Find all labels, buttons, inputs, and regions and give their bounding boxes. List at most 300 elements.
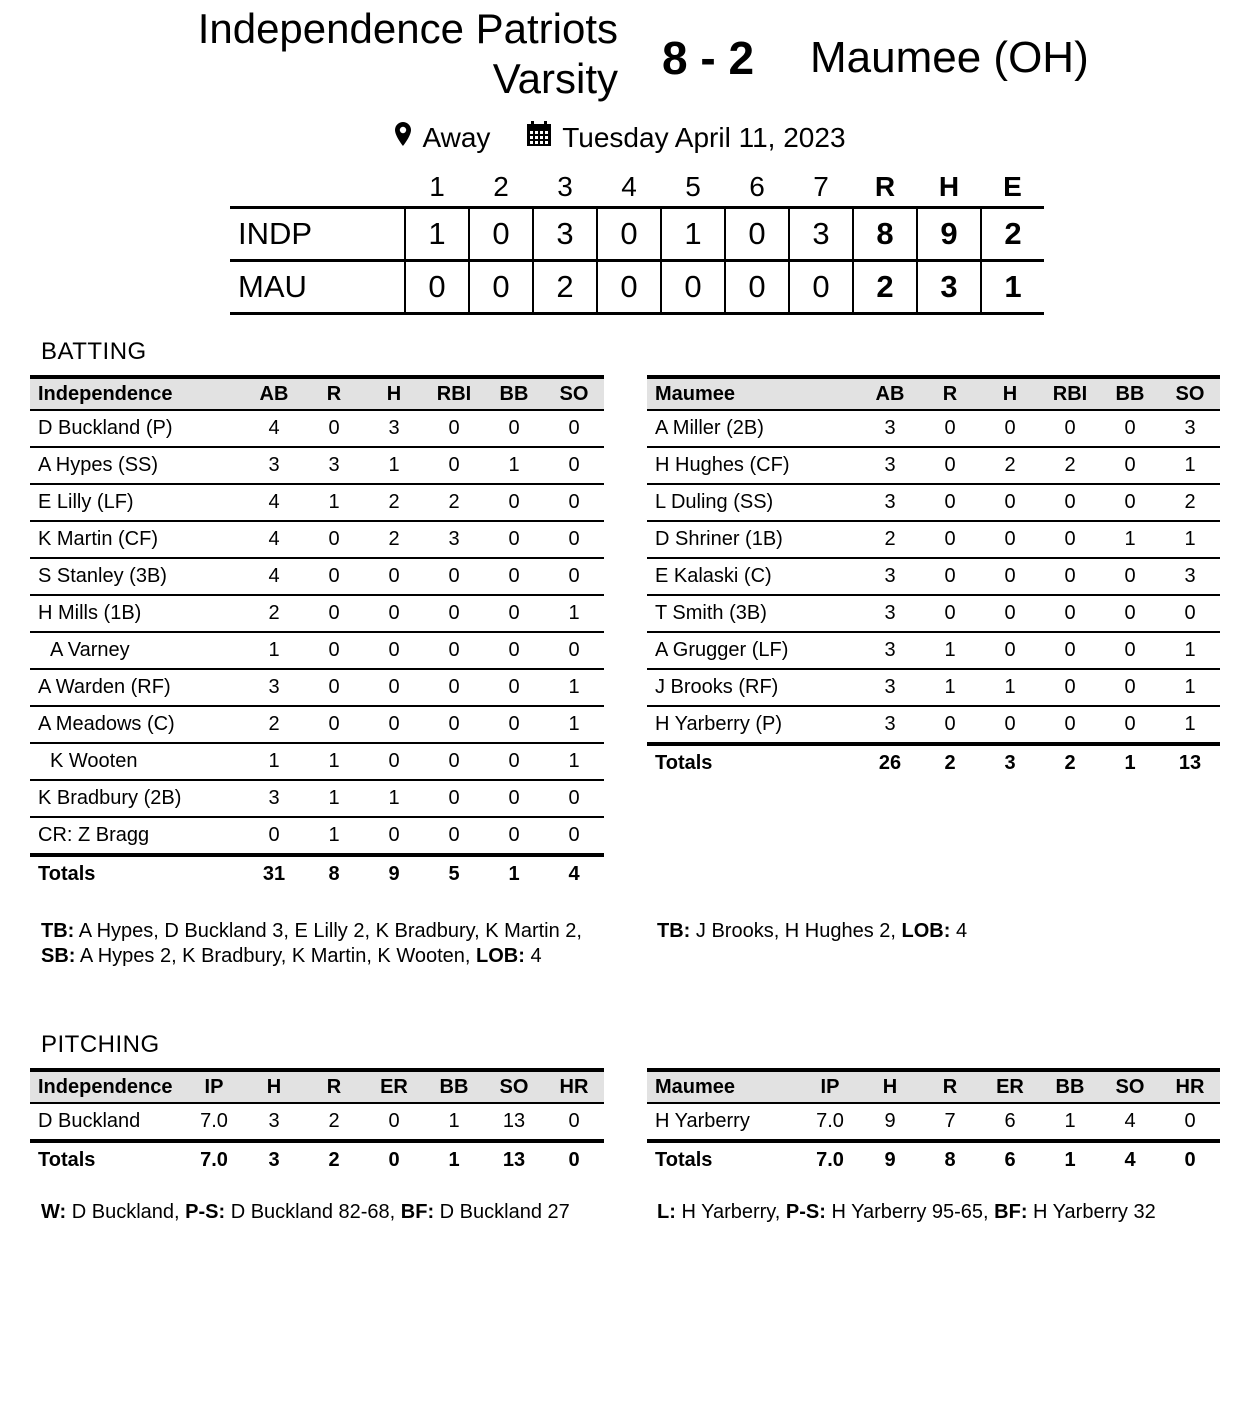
total-value: 0 — [388, 1148, 400, 1171]
inning-runs: 0 — [405, 261, 469, 314]
stat-value: 3 — [1160, 558, 1220, 595]
stat-value: 4 — [244, 521, 304, 558]
note-label: SB: — [41, 945, 76, 967]
batting-row — [30, 410, 604, 447]
stat-value: 0 — [920, 595, 980, 632]
stat-value: 4 — [1100, 1103, 1160, 1141]
batting-table-home — [30, 375, 604, 891]
stat-value: 0 — [304, 595, 364, 632]
stat-value: 0 — [980, 521, 1040, 558]
stat-value: 0 — [304, 558, 364, 595]
stat-column-header: BB — [439, 1075, 469, 1098]
inning-header: 3 — [557, 171, 573, 202]
player-name: J Brooks (RF) — [647, 669, 860, 706]
batting-row — [647, 632, 1220, 669]
stat-value: 1 — [304, 743, 364, 780]
note-text: D Buckland 82-68, — [225, 1201, 401, 1223]
stat-value: 1 — [920, 632, 980, 669]
stat-value: 1 — [364, 447, 424, 484]
stat-value: 0 — [304, 410, 364, 447]
total-value: 5 — [448, 862, 460, 885]
stat-value: 2 — [1160, 484, 1220, 521]
total-value: 9 — [884, 1148, 896, 1171]
totals-row — [30, 855, 604, 891]
stat-value: 0 — [424, 669, 484, 706]
note-text: H Yarberry 95-65, — [825, 1201, 995, 1223]
stat-value: 3 — [244, 1103, 304, 1141]
linescore-header — [230, 168, 1044, 208]
stat-value: 1 — [980, 669, 1040, 706]
stat-value: 0 — [1040, 558, 1100, 595]
team-column-header: Independence — [38, 1075, 173, 1098]
total-runs: 2 — [853, 261, 917, 314]
stat-value: 3 — [860, 632, 920, 669]
stat-value: 1 — [544, 706, 604, 743]
stat-value: 0 — [424, 558, 484, 595]
stat-value: 0 — [424, 595, 484, 632]
stat-value: 0 — [920, 484, 980, 521]
stat-value: 0 — [424, 780, 484, 817]
stat-value: 3 — [860, 706, 920, 744]
total-value: 4 — [568, 862, 580, 885]
stat-value: 2 — [244, 595, 304, 632]
player-name: A Warden (RF) — [30, 669, 244, 706]
game-date — [526, 118, 845, 158]
pitching-notes-home — [41, 1200, 581, 1225]
player-name: L Duling (SS) — [647, 484, 860, 521]
stat-value: 7.0 — [800, 1103, 860, 1141]
player-name: A Grugger (LF) — [647, 632, 860, 669]
stat-value: 1 — [304, 780, 364, 817]
inning-runs: 0 — [469, 208, 533, 261]
stat-column-header: H — [386, 382, 402, 405]
stat-value: 0 — [1040, 632, 1100, 669]
linescore-table — [230, 168, 1044, 315]
batting-row — [647, 595, 1220, 632]
totals-row — [647, 744, 1220, 780]
stat-value: 2 — [364, 484, 424, 521]
stat-value: 0 — [544, 632, 604, 669]
stat-value: 3 — [860, 595, 920, 632]
stat-value: 3 — [304, 447, 364, 484]
player-name: A Hypes (SS) — [30, 447, 244, 484]
batting-row — [647, 669, 1220, 706]
stat-value: 0 — [1100, 669, 1160, 706]
stat-value: 2 — [1040, 447, 1100, 484]
final-score: 8 - 2 — [662, 32, 755, 84]
inning-runs: 1 — [405, 208, 469, 261]
stat-value: 9 — [860, 1103, 920, 1141]
stat-value: 0 — [424, 706, 484, 743]
stat-value: 0 — [484, 632, 544, 669]
stat-column-header: BB — [1115, 382, 1145, 405]
note-text: J Brooks, H Hughes 2, — [690, 920, 902, 942]
total-value: 7.0 — [200, 1148, 228, 1171]
total-value: 13 — [1178, 751, 1202, 774]
linescore-team: INDP — [238, 216, 313, 251]
batting-section-title: BATTING — [41, 338, 147, 365]
stat-value: 1 — [1160, 669, 1220, 706]
linescore-row-home — [230, 208, 1044, 261]
note-text: 4 — [524, 945, 542, 967]
player-name: S Stanley (3B) — [30, 558, 244, 595]
batting-row — [647, 410, 1220, 447]
total-value: 3 — [268, 1148, 280, 1171]
stat-value: 0 — [544, 780, 604, 817]
stat-value: 0 — [920, 447, 980, 484]
stat-value: 0 — [304, 669, 364, 706]
note-label: LOB: — [901, 920, 951, 942]
total-value: 8 — [944, 1148, 956, 1171]
stat-value: 4 — [244, 558, 304, 595]
stat-value: 1 — [424, 1103, 484, 1141]
home-team-name-line1: Independence Patriots — [197, 5, 618, 52]
stat-value: 3 — [424, 521, 484, 558]
batting-row — [30, 484, 604, 521]
player-name: H Mills (1B) — [30, 595, 244, 632]
stat-value: 7 — [920, 1103, 980, 1141]
stat-value: 4 — [244, 410, 304, 447]
batting-row — [30, 817, 604, 855]
player-name: A Meadows (C) — [30, 706, 244, 743]
stat-value: 0 — [920, 521, 980, 558]
player-name: D Buckland — [30, 1103, 184, 1141]
player-name: T Smith (3B) — [647, 595, 860, 632]
stat-column-header: H — [882, 1075, 898, 1098]
stat-value: 0 — [364, 743, 424, 780]
stat-column-header: SO — [559, 382, 589, 405]
pitching-row — [30, 1103, 604, 1141]
stat-value: 1 — [1160, 632, 1220, 669]
stat-value: 0 — [484, 669, 544, 706]
player-name: E Kalaski (C) — [647, 558, 860, 595]
inning-runs: 0 — [789, 261, 853, 314]
player-name: K Martin (CF) — [30, 521, 244, 558]
inning-header: 7 — [813, 171, 829, 202]
stat-value: 0 — [484, 484, 544, 521]
stat-value: 3 — [860, 410, 920, 447]
stat-value: 0 — [424, 447, 484, 484]
stat-value: 2 — [980, 447, 1040, 484]
stat-column-header: BB — [499, 382, 529, 405]
note-text: 4 — [950, 920, 968, 942]
stat-column-header: IP — [204, 1075, 224, 1098]
stat-value: 1 — [544, 743, 604, 780]
stat-value: 1 — [364, 780, 424, 817]
stat-value: 3 — [244, 669, 304, 706]
player-name: A Varney — [30, 632, 244, 669]
stat-value: 0 — [304, 632, 364, 669]
team-column-header: Maumee — [655, 382, 736, 405]
stat-value: 0 — [920, 410, 980, 447]
stat-value: 0 — [544, 447, 604, 484]
player-name: E Lilly (LF) — [30, 484, 244, 521]
stat-value: 0 — [1100, 484, 1160, 521]
stat-value: 0 — [484, 410, 544, 447]
pitching-header-row — [30, 1070, 604, 1103]
pitching-notes-away — [657, 1200, 1222, 1225]
errors-header: E — [1003, 171, 1022, 202]
total-value: 2 — [944, 751, 956, 774]
batting-notes-home — [41, 919, 591, 969]
batting-row — [647, 521, 1220, 558]
inning-runs: 3 — [789, 208, 853, 261]
team-column-header: Maumee — [655, 1075, 736, 1098]
inning-header: 1 — [429, 171, 445, 202]
stat-value: 0 — [544, 521, 604, 558]
linescore-team-header — [230, 168, 405, 208]
stat-value: 2 — [304, 1103, 364, 1141]
note-label: P-S: — [785, 1201, 826, 1223]
calendar-icon — [526, 118, 562, 158]
location-label: Away — [422, 121, 491, 153]
totals-row — [647, 1141, 1220, 1177]
stat-value: 2 — [244, 706, 304, 743]
stat-value: 0 — [484, 706, 544, 743]
batting-row — [30, 595, 604, 632]
inning-header: 2 — [493, 171, 509, 202]
stat-value: 1 — [1160, 706, 1220, 744]
total-runs: 8 — [853, 208, 917, 261]
totals-label: Totals — [655, 1148, 713, 1171]
batting-header-row — [647, 377, 1220, 410]
player-name: H Yarberry — [647, 1103, 800, 1141]
total-value: 7.0 — [816, 1148, 844, 1171]
stat-value: 1 — [484, 447, 544, 484]
batting-row — [30, 706, 604, 743]
stat-column-header: AB — [259, 382, 289, 405]
stat-value: 0 — [1040, 595, 1100, 632]
stat-column-header: R — [326, 382, 342, 405]
stat-value: 1 — [1160, 447, 1220, 484]
stat-value: 0 — [980, 706, 1040, 744]
stat-value: 1 — [304, 817, 364, 855]
total-errors: 1 — [981, 261, 1044, 314]
inning-runs: 0 — [469, 261, 533, 314]
batting-row — [647, 484, 1220, 521]
stat-value: 0 — [980, 595, 1040, 632]
stat-value: 0 — [980, 484, 1040, 521]
total-value: 1 — [1064, 1148, 1076, 1171]
player-name: A Miller (2B) — [647, 410, 860, 447]
home-team-name-line2: Varsity — [492, 55, 618, 102]
note-label: LOB: — [476, 945, 525, 967]
note-text: A Hypes 2, K Bradbury, K Martin, K Wooten, — [75, 945, 477, 967]
player-name: K Wooten — [30, 743, 244, 780]
stat-value: 1 — [544, 595, 604, 632]
pitching-table-home — [30, 1068, 604, 1177]
player-name: H Hughes (CF) — [647, 447, 860, 484]
stat-value: 0 — [364, 706, 424, 743]
stat-value: 1 — [244, 743, 304, 780]
stat-value: 1 — [920, 669, 980, 706]
linescore-team: MAU — [238, 269, 307, 304]
map-pin-icon — [394, 118, 422, 158]
stat-value: 0 — [1100, 706, 1160, 744]
stat-value: 1 — [304, 484, 364, 521]
batting-notes-away — [657, 919, 1217, 944]
player-name: K Bradbury (2B) — [30, 780, 244, 817]
note-label: P-S: — [185, 1201, 226, 1223]
stat-value: 0 — [920, 558, 980, 595]
stat-column-header: H — [266, 1075, 282, 1098]
stat-value: 0 — [364, 632, 424, 669]
stat-column-header: HR — [1175, 1075, 1205, 1098]
total-value: 1 — [448, 1148, 460, 1171]
stat-value: 2 — [860, 521, 920, 558]
note-label: BF: — [400, 1201, 435, 1223]
batting-row — [30, 447, 604, 484]
stat-column-header: ER — [380, 1075, 408, 1098]
player-name: D Shriner (1B) — [647, 521, 860, 558]
inning-runs: 2 — [533, 261, 597, 314]
stat-value: 0 — [1040, 706, 1100, 744]
stat-value: 0 — [484, 521, 544, 558]
note-label: L: — [657, 1201, 676, 1223]
inning-runs: 0 — [597, 208, 661, 261]
stat-value: 0 — [484, 817, 544, 855]
note-label: W: — [41, 1201, 67, 1223]
stat-value: 0 — [920, 706, 980, 744]
stat-value: 0 — [424, 817, 484, 855]
stat-value: 0 — [980, 632, 1040, 669]
stat-value: 1 — [1040, 1103, 1100, 1141]
stat-value: 0 — [1100, 447, 1160, 484]
note-label: TB: — [41, 920, 75, 942]
stat-value: 0 — [364, 595, 424, 632]
stat-value: 0 — [544, 484, 604, 521]
total-value: 13 — [502, 1148, 526, 1171]
runs-header: R — [874, 171, 896, 202]
stat-value: 0 — [424, 743, 484, 780]
stat-value: 1 — [244, 632, 304, 669]
stat-value: 0 — [544, 558, 604, 595]
stat-value: 0 — [980, 558, 1040, 595]
inning-runs: 0 — [597, 261, 661, 314]
inning-header: 5 — [685, 171, 701, 202]
stat-value: 0 — [484, 558, 544, 595]
total-value: 0 — [568, 1148, 580, 1171]
stat-value: 0 — [1160, 1103, 1220, 1141]
pitching-row — [647, 1103, 1220, 1141]
stat-value: 13 — [484, 1103, 544, 1141]
stat-value: 0 — [544, 1103, 604, 1141]
stat-column-header: SO — [499, 1075, 529, 1098]
stat-column-header: IP — [820, 1075, 840, 1098]
batting-table-away — [647, 375, 1220, 780]
batting-row — [30, 521, 604, 558]
total-hits: 3 — [917, 261, 981, 314]
stat-value: 1 — [1160, 521, 1220, 558]
stat-value: 0 — [1040, 484, 1100, 521]
note-label: BF: — [994, 1201, 1028, 1223]
stat-value: 6 — [980, 1103, 1040, 1141]
player-name: CR: Z Bragg — [30, 817, 244, 855]
note-text: D Buckland, — [66, 1201, 186, 1223]
stat-value: 2 — [424, 484, 484, 521]
stat-column-header: BB — [1055, 1075, 1085, 1098]
away-team-name: Maumee (OH) — [810, 33, 1089, 82]
stat-value: 0 — [1040, 669, 1100, 706]
inning-header: 4 — [621, 171, 637, 202]
stat-value: 3 — [860, 447, 920, 484]
stat-value: 0 — [1100, 410, 1160, 447]
inning-runs: 0 — [725, 261, 789, 314]
batting-row — [30, 669, 604, 706]
stat-value: 0 — [484, 780, 544, 817]
stat-column-header: R — [942, 382, 958, 405]
stat-value: 0 — [364, 558, 424, 595]
note-text: H Yarberry 32 — [1027, 1201, 1156, 1223]
stat-value: 3 — [860, 484, 920, 521]
inning-header: 6 — [749, 171, 765, 202]
batting-header-row — [30, 377, 604, 410]
hits-header: H — [938, 171, 960, 202]
totals-label: Totals — [655, 751, 713, 774]
stat-value: 0 — [364, 1103, 424, 1141]
total-value: 31 — [262, 862, 286, 885]
batting-row — [30, 558, 604, 595]
stat-value: 0 — [1040, 410, 1100, 447]
stat-value: 3 — [860, 558, 920, 595]
pitching-section-title: PITCHING — [41, 1031, 160, 1058]
stat-value: 7.0 — [184, 1103, 244, 1141]
stat-column-header: AB — [875, 382, 905, 405]
stat-value: 0 — [544, 410, 604, 447]
total-errors: 2 — [981, 208, 1044, 261]
note-text: A Hypes, D Buckland 3, E Lilly 2, K Bradbury, K Martin 2, — [74, 920, 582, 942]
total-value: 2 — [1064, 751, 1076, 774]
batting-row — [30, 743, 604, 780]
stat-column-header: RBI — [1052, 382, 1088, 405]
total-value: 4 — [1124, 1148, 1136, 1171]
player-name: D Buckland (P) — [30, 410, 244, 447]
total-value: 1 — [1124, 751, 1136, 774]
stat-value: 3 — [1160, 410, 1220, 447]
totals-label: Totals — [38, 862, 96, 885]
stat-value: 0 — [1160, 595, 1220, 632]
batting-row — [647, 447, 1220, 484]
game-location — [394, 118, 490, 158]
stat-column-header: R — [942, 1075, 958, 1098]
total-value: 1 — [508, 862, 520, 885]
stat-value: 3 — [364, 410, 424, 447]
stat-value: 0 — [364, 669, 424, 706]
stat-value: 4 — [244, 484, 304, 521]
stat-value: 0 — [1040, 521, 1100, 558]
stat-value: 1 — [544, 669, 604, 706]
total-value: 0 — [1184, 1148, 1196, 1171]
stat-value: 1 — [1100, 521, 1160, 558]
stat-value: 0 — [1100, 558, 1160, 595]
batting-row — [647, 558, 1220, 595]
stat-value: 0 — [424, 632, 484, 669]
stat-value: 0 — [424, 410, 484, 447]
inning-runs: 3 — [533, 208, 597, 261]
stat-value: 0 — [484, 743, 544, 780]
inning-runs: 0 — [661, 261, 725, 314]
stat-column-header: H — [1002, 382, 1018, 405]
stat-value: 0 — [980, 410, 1040, 447]
stat-value: 0 — [484, 595, 544, 632]
stat-column-header: SO — [1115, 1075, 1145, 1098]
stat-value: 3 — [860, 669, 920, 706]
stat-value: 0 — [304, 706, 364, 743]
stat-value: 2 — [364, 521, 424, 558]
pitching-table-away — [647, 1068, 1220, 1177]
stat-value: 0 — [544, 817, 604, 855]
linescore-row-away — [230, 261, 1044, 314]
